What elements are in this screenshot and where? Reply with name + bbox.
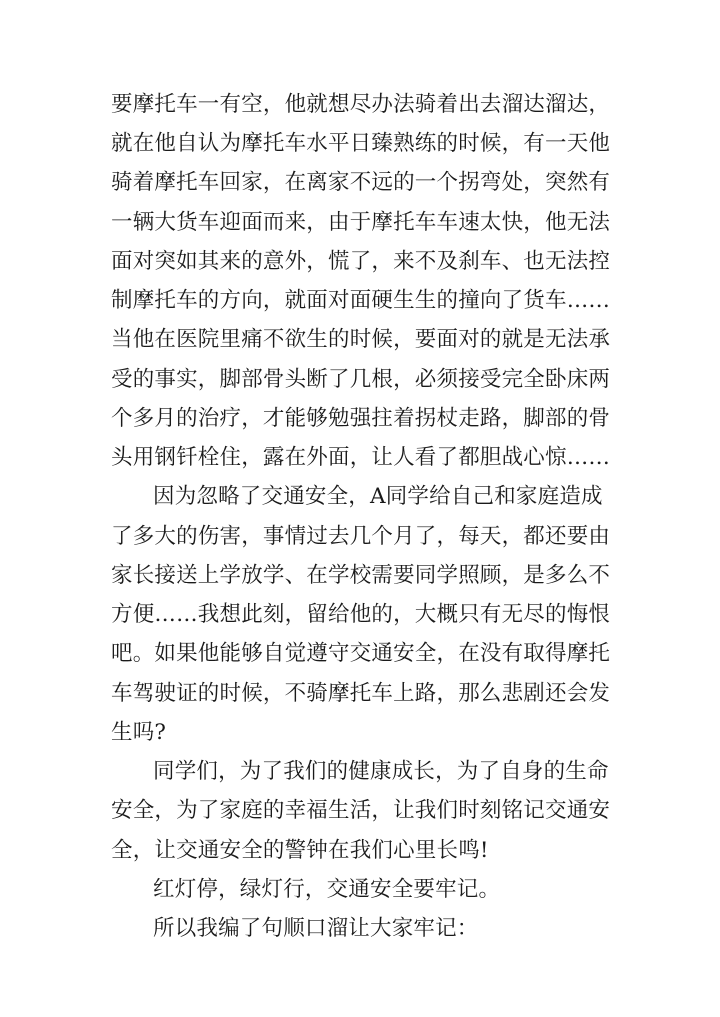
text-line: 吧。如果他能够自觉遵守交通安全，在没有取得摩托 — [111, 641, 611, 666]
text-line: 车驾驶证的时候，不骑摩托车上路，那么悲剧还会发 — [111, 681, 611, 706]
paragraph-start-line: 红灯停，绿灯行，交通安全要牢记。 — [153, 877, 501, 902]
text-line: 骑着摩托车回家，在离家不远的一个拐弯处，突然有 — [111, 170, 611, 195]
text-line: 面对突如其来的意外，慌了，来不及刹车、也无法控 — [111, 249, 611, 274]
text-line: 安全，为了家庭的幸福生活，让我们时刻铭记交通安 — [111, 798, 611, 823]
text-line: 一辆大货车迎面而来，由于摩托车车速太快，他无法 — [111, 210, 611, 235]
paragraph-start-line: 同学们，为了我们的健康成长，为了自身的生命 — [153, 759, 609, 784]
text-line: 方便……我想此刻，留给他的，大概只有无尽的悔恨 — [111, 602, 611, 627]
paragraph-start-line: 因为忽略了交通安全，A同学给自己和家庭造成 — [153, 484, 603, 509]
text-line: 全，让交通安全的警钟在我们心里长鸣! — [111, 838, 489, 863]
text-line: 个多月的治疗，才能够勉强拄着拐杖走路，脚部的骨 — [111, 406, 611, 431]
text-line: 就在他自认为摩托车水平日臻熟练的时候，有一天他 — [111, 131, 611, 156]
paragraph-start-line: 所以我编了句顺口溜让大家牢记： — [153, 916, 479, 941]
text-line: 头用钢钎栓住，露在外面，让人看了都胆战心惊…… — [111, 445, 611, 470]
text-line: 生吗? — [111, 720, 167, 745]
text-line: 要摩托车一有空，他就想尽办法骑着出去溜达溜达， — [111, 92, 611, 117]
text-line: 制摩托车的方向，就面对面硬生生的撞向了货车…… — [111, 288, 611, 313]
text-line: 家长接送上学放学、在学校需要同学照顾，是多么不 — [111, 563, 611, 588]
text-line: 当他在医院里痛不欲生的时候，要面对的就是无法承 — [111, 327, 611, 352]
text-line: 了多大的伤害，事情过去几个月了，每天，都还要由 — [111, 524, 611, 549]
text-line: 受的事实，脚部骨头断了几根，必须接受完全卧床两 — [111, 367, 611, 392]
